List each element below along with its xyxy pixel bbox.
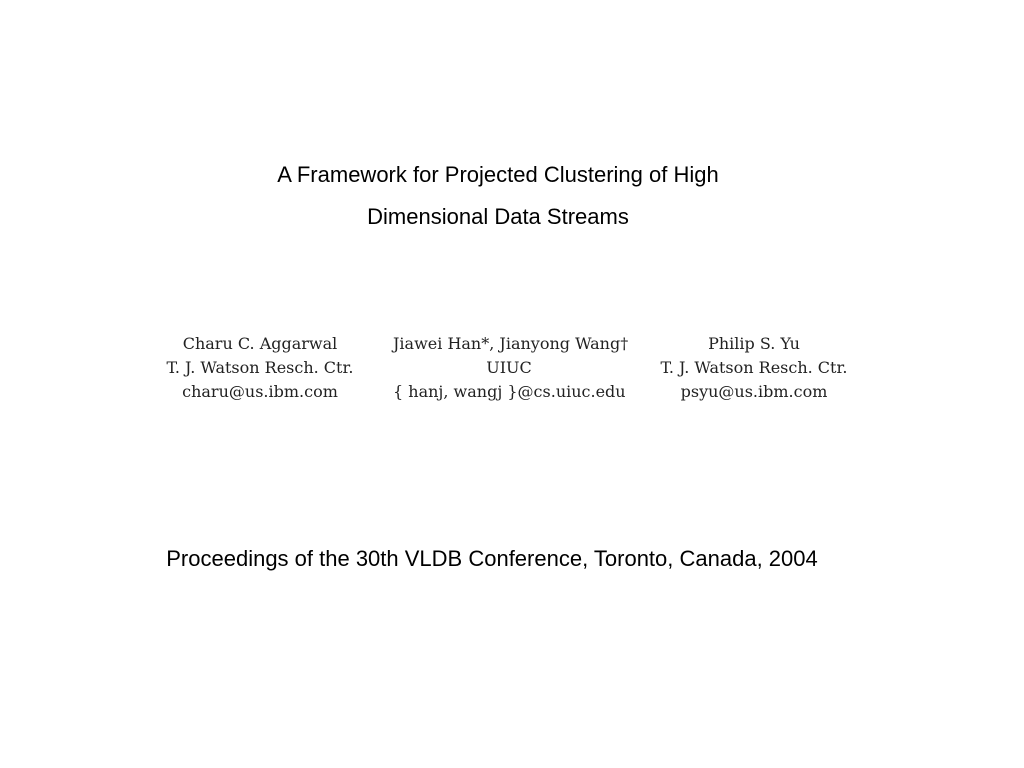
author-aggarwal (160, 332, 360, 404)
author-affiliation: T. J. Watson Resch. Ctr. (166, 358, 354, 377)
venue-line: Proceedings of the 30th VLDB Conference, Toronto, Canada, 2004 (166, 546, 818, 571)
author-affiliation: UIUC (486, 358, 532, 377)
author-name: Jiawei Han*, Jianyong Wang† (393, 334, 629, 353)
paper-title-line-2: Dimensional Data Streams (367, 204, 629, 229)
author-email: psyu@us.ibm.com (680, 382, 828, 401)
author-name: Charu C. Aggarwal (182, 334, 338, 353)
author-email: charu@us.ibm.com (182, 382, 338, 401)
author-block (0, 332, 1024, 412)
author-affiliation: T. J. Watson Resch. Ctr. (660, 358, 848, 377)
author-han-wang (393, 332, 629, 404)
author-email: { hanj, wangj }@cs.uiuc.edu (393, 382, 626, 401)
paper-title-line-1: A Framework for Projected Clustering of High (277, 162, 719, 187)
author-name: Philip S. Yu (708, 334, 800, 353)
author-yu (652, 332, 856, 404)
